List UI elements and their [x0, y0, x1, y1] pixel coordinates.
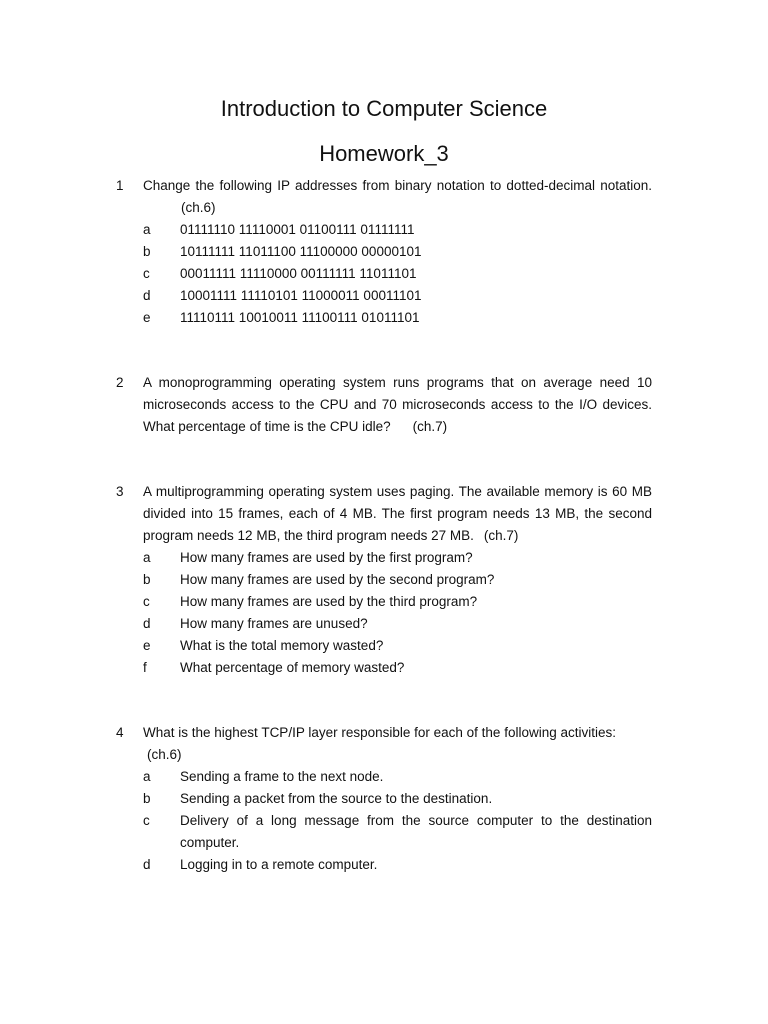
item-label: d [143, 857, 151, 872]
chapter-ref: (ch.7) [483, 528, 519, 543]
list-item [143, 219, 652, 241]
item-label: b [143, 572, 151, 587]
item-text: How many frames are unused? [180, 616, 368, 631]
item-text: Logging in to a remote computer. [180, 857, 378, 872]
item-label: e [143, 310, 151, 325]
item-label: a [143, 769, 151, 784]
list-item [143, 263, 652, 285]
question-body: A monoprogramming operating system runs programs that on average need 10 microseconds access to the CPU and 70 microseconds access to the I/O devices. What percentage of time is the CPU idle? [143, 375, 652, 434]
list-item [143, 591, 652, 613]
question-number: 3 [116, 484, 124, 499]
item-text: Sending a packet from the source to the destination. [180, 791, 493, 806]
question-number: 1 [116, 178, 124, 193]
list-item [143, 307, 652, 329]
item-text: Sending a frame to the next node. [180, 769, 384, 784]
list-item [143, 613, 652, 635]
question-number: 4 [116, 725, 124, 740]
list-item [143, 569, 652, 591]
list-item [143, 657, 652, 679]
question-4 [0, 722, 768, 876]
question-body: A multiprogramming operating system uses paging. The available memory is 60 MB divided into 15 frames, each of 4 MB. The first program needs 13 MB, the second program needs 12 MB, the third program needs 27 MB. [143, 484, 652, 543]
item-label: d [143, 288, 151, 303]
question-3 [0, 481, 768, 679]
list-item [143, 241, 652, 263]
chapter-ref: (ch.6) [147, 747, 182, 762]
list-item [143, 285, 652, 307]
item-text: 01111110 11110001 01100111 01111111 [180, 222, 415, 237]
question-body: Change the following IP addresses from binary notation to dotted-decimal notation. [143, 178, 652, 193]
item-label: f [143, 660, 147, 675]
item-label: c [143, 266, 150, 281]
item-text: Delivery of a long message from the source computer to the destination computer. [180, 813, 652, 850]
chapter-ref: (ch.6) [181, 200, 216, 215]
item-label: a [143, 550, 151, 565]
item-text: How many frames are used by the first program? [180, 550, 473, 565]
question-text [143, 372, 652, 438]
document-title: Introduction to Computer Science [220, 96, 548, 121]
list-item [143, 635, 652, 657]
question-text [143, 722, 652, 766]
item-label: c [143, 813, 150, 828]
item-label: e [143, 638, 151, 653]
question-1 [0, 175, 768, 329]
list-item [143, 766, 652, 788]
item-text: 00011111 11110000 00111111 11011101 [180, 266, 417, 281]
item-label: a [143, 222, 151, 237]
question-text [143, 175, 652, 219]
item-text: How many frames are used by the third program? [180, 594, 478, 609]
list-item [143, 547, 652, 569]
item-label: c [143, 594, 150, 609]
item-label: d [143, 616, 151, 631]
chapter-ref: (ch.7) [412, 419, 448, 434]
item-text: 10111111 11011100 11100000 00000101 [180, 244, 422, 259]
question-number: 2 [116, 375, 124, 390]
list-item [143, 788, 652, 810]
question-text [143, 481, 652, 547]
document-subtitle: Homework_3 [319, 141, 449, 166]
item-text: What is the total memory wasted? [180, 638, 384, 653]
item-text: What percentage of memory wasted? [180, 660, 405, 675]
item-label: b [143, 791, 151, 806]
question-body: What is the highest TCP/IP layer responsible for each of the following activities: [143, 725, 616, 740]
item-label: b [143, 244, 151, 259]
item-text: How many frames are used by the second program? [180, 572, 495, 587]
question-2 [0, 372, 768, 438]
list-item [143, 854, 652, 876]
list-item [143, 810, 652, 854]
item-text: 10001111 11110101 11000011 00011101 [180, 288, 422, 303]
item-text: 11110111 10010011 11100111 01011101 [180, 310, 420, 325]
